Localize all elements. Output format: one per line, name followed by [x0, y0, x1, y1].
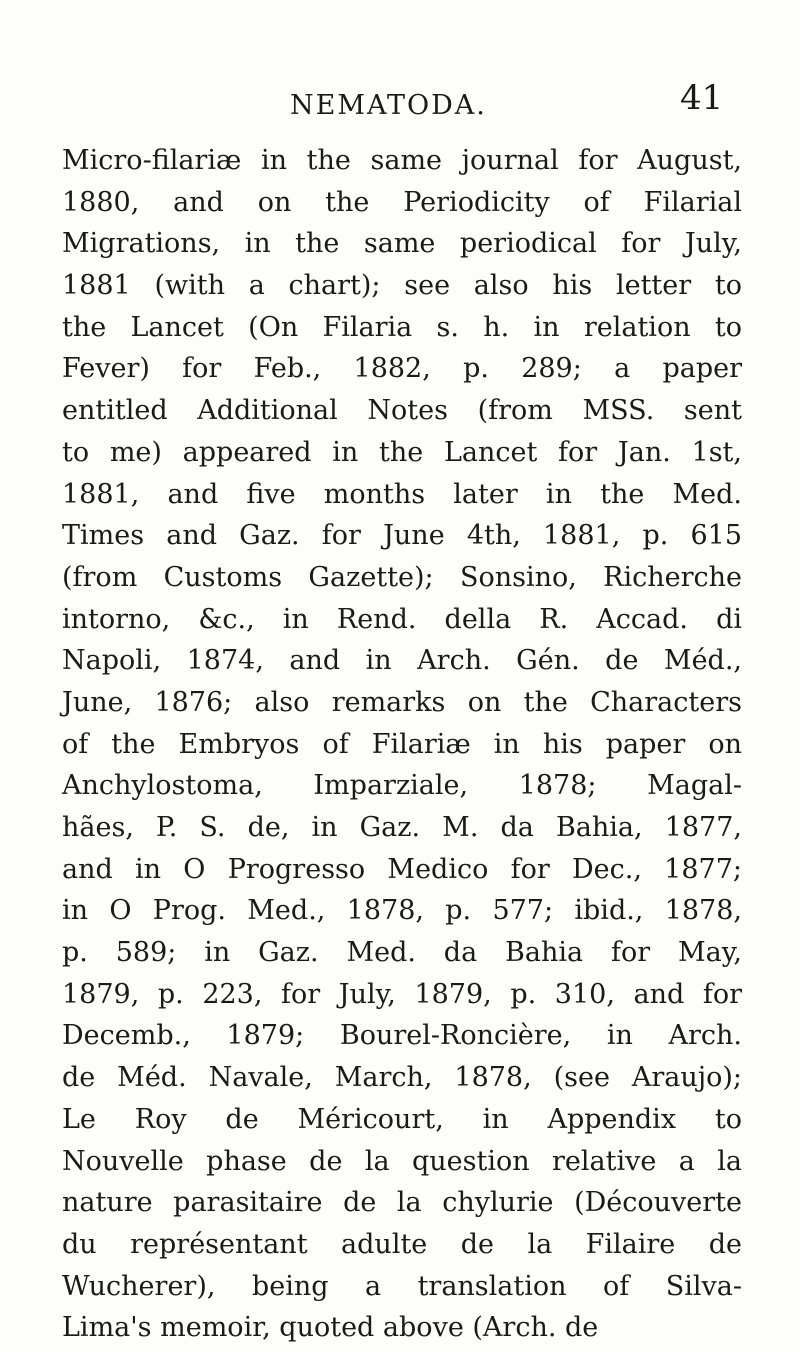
body-text [62, 140, 742, 1349]
text-line: nature parasitaire de la chylurie (Découverte [62, 1187, 742, 1219]
text-line: de Méd. Navale, March, 1878, (see Araujo); [62, 1062, 742, 1094]
text-line: Le Roy de Méricourt, in Appendix to [62, 1103, 742, 1135]
text-line: to me) appeared in the Lancet for Jan. 1st, [62, 436, 742, 468]
text-line: Micro-filariæ in the same journal for August, [62, 145, 742, 176]
text-line: Times and Gaz. for June 4th, 1881, p. 615 [62, 520, 742, 552]
text-line: 1880, and on the Periodicity of Filarial [62, 186, 742, 218]
text-line: 1881, and five months later in the Med. [62, 478, 742, 510]
text-line: June, 1876; also remarks on the Characters [62, 686, 742, 718]
running-head [0, 78, 800, 130]
text-line: p. 589; in Gaz. Med. da Bahia for May, [62, 937, 742, 969]
text-line: and in O Progresso Medico for Dec., 1877; [62, 853, 742, 885]
text-line: the Lancet (On Filaria s. h. in relation to [62, 311, 742, 343]
text-line: Wucherer), being a translation of Silva- [62, 1270, 742, 1302]
text-line: du représentant adulte de la Filaire de [62, 1228, 742, 1260]
text-line: Decemb., 1879; Bourel-Roncière, in Arch. [62, 1020, 742, 1052]
text-line: Anchylostoma, Imparziale, 1878; Magal- [62, 770, 742, 802]
text-line: entitled Additional Notes (from MSS. sent [62, 395, 742, 427]
text-line: (from Customs Gazette); Sonsino, Richerche [62, 561, 742, 593]
running-head-title: NEMATODA. [290, 90, 487, 121]
text-line: hães, P. S. de, in Gaz. M. da Bahia, 1877, [62, 812, 742, 843]
text-line: Fever) for Feb., 1882, p. 289; a paper [62, 353, 742, 385]
text-line: 1881 (with a chart); see also his letter to [62, 270, 742, 302]
text-line: in O Prog. Med., 1878, p. 577; ibid., 1878, [62, 895, 742, 927]
text-line: intorno, &c., in Rend. della R. Accad. di [62, 603, 742, 635]
text-line: Napoli, 1874, and in Arch. Gén. de Méd., [62, 645, 742, 677]
text-line: Lima's memoir, quoted above (Arch. de [62, 1312, 599, 1344]
text-line: Migrations, in the same periodical for July, [62, 228, 742, 260]
text-line: 1879, p. 223, for July, 1879, p. 310, and for [62, 978, 742, 1010]
text-line: Nouvelle phase de la question relative a la [62, 1145, 742, 1177]
text-line: of the Embryos of Filariæ in his paper on [62, 728, 742, 760]
page-number: 41 [680, 78, 724, 118]
